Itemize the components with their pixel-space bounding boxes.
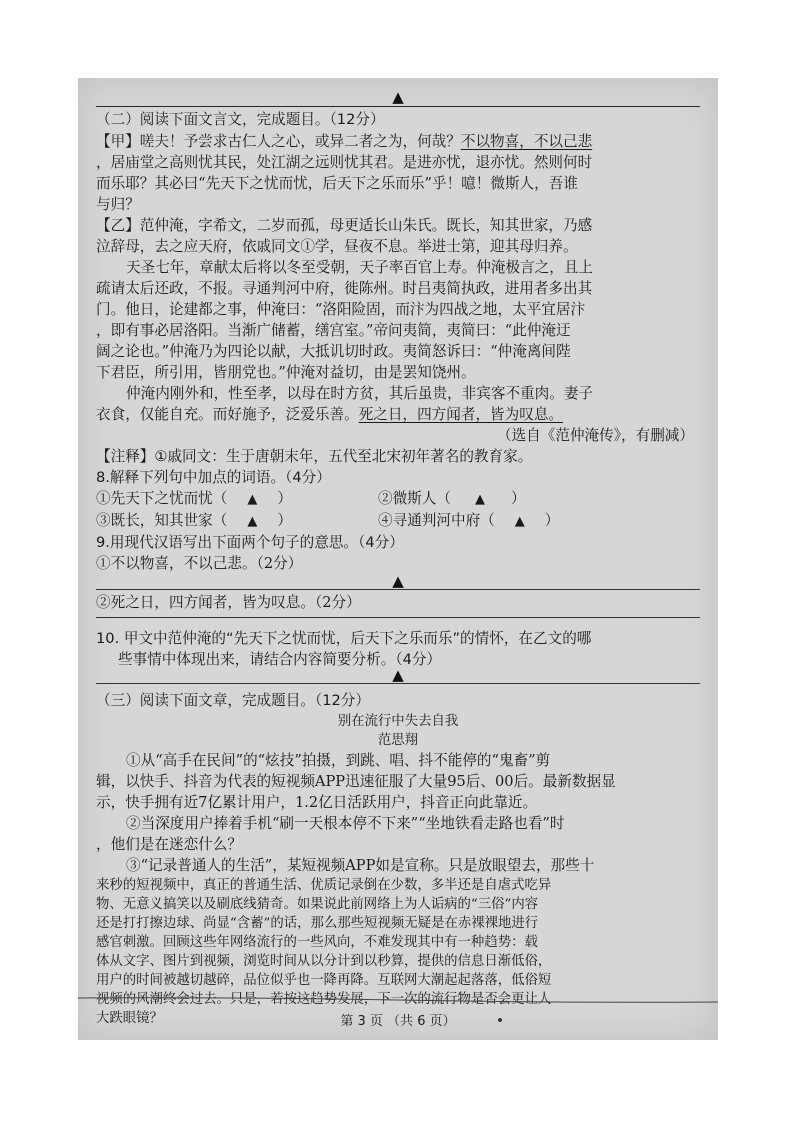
question-10-line: 些事情中体现出来，请结合内容简要分析。（4分） (118, 651, 442, 668)
yi-line: 仲淹内刚外和，性至孝，以母在时方贫，其后虽贵，非宾客不重肉。妻子 (126, 385, 594, 402)
article-line: ③“记录普通人的生活”，某短视频APP如是宣称。只是放眼望去，那些十 (126, 857, 595, 874)
question-8-items (96, 488, 700, 532)
answer-mark: ▲ (392, 666, 404, 684)
article-line: 视频的风潮终会过去。只是，若按这趋势发展，下一次的流行物是否会更让人 (96, 992, 552, 1007)
yi-line: 天圣七年，章献太后将以冬至受朝，天子率百官上寿。仲淹极言之，且上 (126, 259, 594, 276)
article-line: 物、无意义搞笑以及刷底线猜奇。如果说此前网络上为人诟病的“三俗”内容 (96, 897, 539, 912)
jia-line: ，居庙堂之高则忧其民，处江湖之远则忧其君。是进亦忧，退亦忧。然则何时 (96, 154, 593, 171)
source-citation: （选自《范仲淹传》，有删减） (496, 427, 694, 444)
article-line: ，他们是在迷恋什么？ (96, 836, 242, 853)
question-8-item: ④寻通判河中府（ ▲ ） (378, 512, 560, 529)
underlined-sentence: 不以物喜，不以己悲 (460, 133, 593, 150)
yi-line: 疏请太后还政，不报。寻通判河中府，徙陈州。时吕夷简执政，进用者多出其 (96, 280, 593, 297)
yi-line: 【乙】范仲淹，字希文，二岁而孤，母更适长山朱氏。既长，知其世家，乃感 (96, 217, 593, 234)
question-8-item: ③既长，知其世家（ ▲ ） (96, 512, 292, 529)
page-number: 第 3 页 （共 6 页） (340, 1014, 456, 1029)
question-9-sentence-2: ②死之日，四方闻者，皆为叹息。（2分） (96, 594, 361, 611)
question-9-stem: 9.用现代汉语写出下面两个句子的意思。（4分） (96, 534, 404, 551)
underlined-sentence: 死之日，四方闻者，皆为叹息。 (358, 406, 564, 423)
page-content (96, 90, 700, 1028)
answer-line (96, 106, 700, 107)
article-line: 示，快手拥有近7亿累计用户，1.2亿日活跃用户，抖音正向此靠近。 (96, 794, 538, 811)
answer-line (96, 617, 700, 618)
question-8-item: ②微斯人（ ▲ ） (378, 490, 526, 507)
article-line: 用户的时间被越切越碎，品位似乎也一降再降。互联网大潮起起落落，低俗短 (96, 973, 552, 988)
yi-line: 门。他日，论建都之事，仲淹曰：“洛阳险固，而汴为四战之地，太平宜居汴 (96, 301, 586, 318)
section-2-title: （二）阅读下面文言文，完成题目。（12分） (96, 111, 385, 128)
exam-page (78, 78, 718, 1040)
yi-line: ，即有事必居洛阳。当渐广储蓄，缮宫室。”帝问夷简，夷简曰：“此仲淹迂 (96, 322, 571, 339)
yi-line: 衣食，仅能自充。而好施予，泛爱乐善。死之日，四方闻者，皆为叹息。 (96, 406, 564, 423)
question-8-stem: 8.解释下列句中加点的词语。（4分） (96, 469, 331, 486)
jia-line: 而乐耶？其必曰“先天下之忧而忧，后天下之乐而乐”乎！噫！微斯人，吾谁 (96, 175, 578, 192)
answer-mark: ▲ (392, 572, 404, 590)
speck (498, 1018, 502, 1022)
jia-line: 与归？ (96, 196, 140, 213)
question-9-sentence-1: ①不以物喜，不以己悲。（2分） (96, 555, 303, 572)
article-author: 范思翔 (377, 733, 419, 748)
jia-line: 【甲】嗟夫！予尝求古仁人之心，或异二者之为，何哉？不以物喜，不以己悲 (96, 133, 593, 150)
question-8-item: ①先天下之忧而忧（ ▲ ） (96, 490, 292, 507)
section-3-title: （三）阅读下面文章，完成题目。（12分） (96, 692, 370, 709)
article-title: 别在流行中失去自我 (337, 714, 459, 729)
page-fold-line (78, 996, 718, 1004)
yi-line: 阔之论也。”仲淹乃为四论以献，大抵讥切时政。夷简怒诉曰：“仲淹离间陛 (96, 343, 571, 360)
article-line: 来秒的短视频中，真正的普通生活、优质记录倒在少数，多半还是自虐式吃异 (96, 878, 552, 893)
article-line: ②当深度用户捧着手机“刷一天根本停不下来”“坐地铁看走路也看”时 (126, 815, 565, 832)
yi-line: 下君臣，所引用，皆朋党也。”仲淹对益切，由是罢知饶州。 (96, 364, 476, 381)
article-line: 大跌眼镜？ (96, 1011, 163, 1026)
article-line: 还是打打擦边球、尚显“含蓄”的话，那么那些短视频无疑是在赤裸裸地进行 (96, 916, 539, 931)
answer-mark: ▲ (392, 88, 404, 106)
annotation: 【注释】①戚同文：生于唐朝末年，五代至北宋初年著名的教育家。 (96, 448, 533, 465)
question-10-line: 10. 甲文中范仲淹的“先天下之忧而忧，后天下之乐而乐”的情怀，在乙文的哪 (96, 630, 592, 647)
article-line: ①从“高手在民间”的“炫技”拍摄，到跳、唱、抖不能停的“鬼畜”剪 (126, 752, 551, 769)
article-line: 感官刺激。回顾这些年网络流行的一些风向，不难发现其中有一种趋势：载 (96, 935, 538, 950)
article-line: 体从文字、图片到视频，浏览时间从以分计到以秒算，提供的信息日渐低俗， (96, 954, 552, 969)
yi-line: 泣辞母，去之应天府，依戚同文①学，昼夜不息。举进士第，迎其母归养。 (96, 238, 578, 255)
article-line: 辑，以快手、抖音为代表的短视频APP迅速征服了大量95后、00后。最新数据显 (96, 773, 616, 790)
